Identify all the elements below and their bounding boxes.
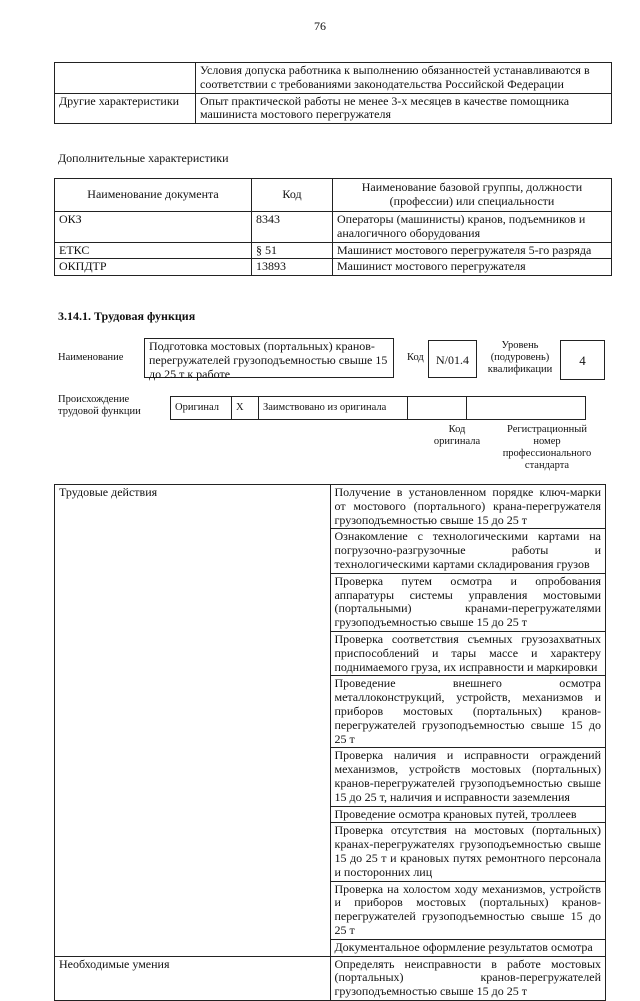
table-row bbox=[55, 93, 612, 124]
original-mark: X bbox=[232, 397, 259, 420]
qualification-level-label: Уровень (подуровень) квалификации bbox=[487, 340, 553, 376]
registration-number-label: Регистрационный номер профессионального стандарта bbox=[502, 424, 592, 472]
labor-actions-table bbox=[54, 484, 606, 1001]
table-cell: Условия допуска работника к выполнению обязанностей устанавливаются в соответствии с требованиями законодательства Российской Федерации bbox=[196, 63, 612, 94]
section-title: 3.14.1. Трудовая функция bbox=[58, 309, 196, 323]
origin-code-cell bbox=[408, 397, 467, 420]
origin-code-label: Код оригинала bbox=[433, 424, 481, 448]
table-row bbox=[55, 259, 612, 276]
list-item: Проверка отсутствия на мостовых (портальных) кранах-перегружателях грузоподъемностью свыше 15 до 25 т и крановых путях ремонтного персонала и посторонних лиц bbox=[330, 823, 606, 881]
column-header: Наименование документа bbox=[55, 179, 252, 212]
column-header: Код bbox=[252, 179, 333, 212]
skills-label: Необходимые умения bbox=[55, 956, 331, 1000]
list-item: Проверка на холостом ходу механизмов, устройств и приборов мостовых (портальных) кранов-перегружателей грузоподъемностью свыше 15 до 25 т bbox=[330, 881, 606, 939]
origin-label: Происхождение трудовой функции bbox=[58, 394, 141, 418]
additional-characteristics-table bbox=[54, 178, 612, 276]
additional-characteristics-heading: Дополнительные характеристики bbox=[58, 151, 229, 165]
function-name-value: Подготовка мостовых (портальных) кранов-перегружателей грузоподъемностью свыше 15 до 25 т к работе bbox=[144, 338, 394, 378]
table-cell: Опыт практической работы не менее 3-х месяцев в качестве помощника машиниста мостового перегружателя bbox=[196, 93, 612, 124]
name-label: Наименование bbox=[58, 352, 124, 363]
list-item: Проведение осмотра крановых путей, троллеев bbox=[330, 806, 606, 823]
list-item: Получение в установленном порядке ключ-марки от мостового (портального) крана-перегружателя грузоподъемностью свыше 15 до 25 т bbox=[330, 485, 606, 529]
table-cell: Операторы (машинисты) кранов, подъемников и аналогичного оборудования bbox=[333, 212, 612, 243]
table-cell: ОКПДТР bbox=[55, 259, 252, 276]
column-header: Наименование базовой группы, должности (профессии) или специальности bbox=[333, 179, 612, 212]
table-cell: Машинист мостового перегружателя bbox=[333, 259, 612, 276]
table-cell: Машинист мостового перегружателя 5-го разряда bbox=[333, 242, 612, 259]
list-item: Проверка наличия и исправности ограждений механизмов, устройств мостовых (портальных) кранов-перегружателей грузоподъемностью свыше 15 до 25 т, наличия и исправности заземления bbox=[330, 748, 606, 806]
original-label: Оригинал bbox=[171, 397, 232, 420]
list-item: Определять неисправности в работе мостовых (портальных) кранов-перегружателей грузоподъемностью свыше 15 до 25 т bbox=[330, 956, 606, 1000]
table-row bbox=[55, 485, 606, 529]
qualification-level-value: 4 bbox=[560, 340, 605, 380]
table-cell: 13893 bbox=[252, 259, 333, 276]
table-cell: § 51 bbox=[252, 242, 333, 259]
reg-number-cell bbox=[467, 397, 586, 420]
table-row bbox=[55, 956, 606, 1000]
table-cell: ЕТКС bbox=[55, 242, 252, 259]
list-item: Документальное оформление результатов осмотра bbox=[330, 939, 606, 956]
page-number: 76 bbox=[314, 19, 326, 33]
list-item: Ознакомление с технологическими картами на погрузочно-разгрузочные работы и технологическими картами складирования грузов bbox=[330, 529, 606, 573]
code-label: Код bbox=[407, 352, 424, 363]
borrowed-label: Заимствовано из оригинала bbox=[259, 397, 408, 420]
actions-label: Трудовые действия bbox=[55, 485, 331, 957]
list-item: Проверка соответствия съемных грузозахватных приспособлений и тары массе и характеру поднимаемого груза, их исправности и маркировки bbox=[330, 631, 606, 675]
list-item: Проведение внешнего осмотра металлоконструкций, устройств, механизмов и приборов мостовых (портальных) кранов-перегружателей грузоподъемностью свыше 15 до 25 т bbox=[330, 676, 606, 748]
code-value: N/01.4 bbox=[428, 340, 477, 378]
table-row bbox=[55, 63, 612, 94]
origin-table bbox=[170, 396, 586, 420]
table-cell: Другие характеристики bbox=[55, 93, 196, 124]
table-cell: 8343 bbox=[252, 212, 333, 243]
table-header-row bbox=[55, 179, 612, 212]
table-cell bbox=[55, 63, 196, 94]
table-cell: ОКЗ bbox=[55, 212, 252, 243]
table-row bbox=[55, 242, 612, 259]
conditions-table bbox=[54, 62, 612, 124]
table-row bbox=[55, 212, 612, 243]
table-row bbox=[171, 397, 586, 420]
list-item: Проверка путем осмотра и опробования аппаратуры системы управления мостовыми (портальными) кранами-перегружателями грузоподъемностью свыше 15 до 25 т bbox=[330, 573, 606, 631]
